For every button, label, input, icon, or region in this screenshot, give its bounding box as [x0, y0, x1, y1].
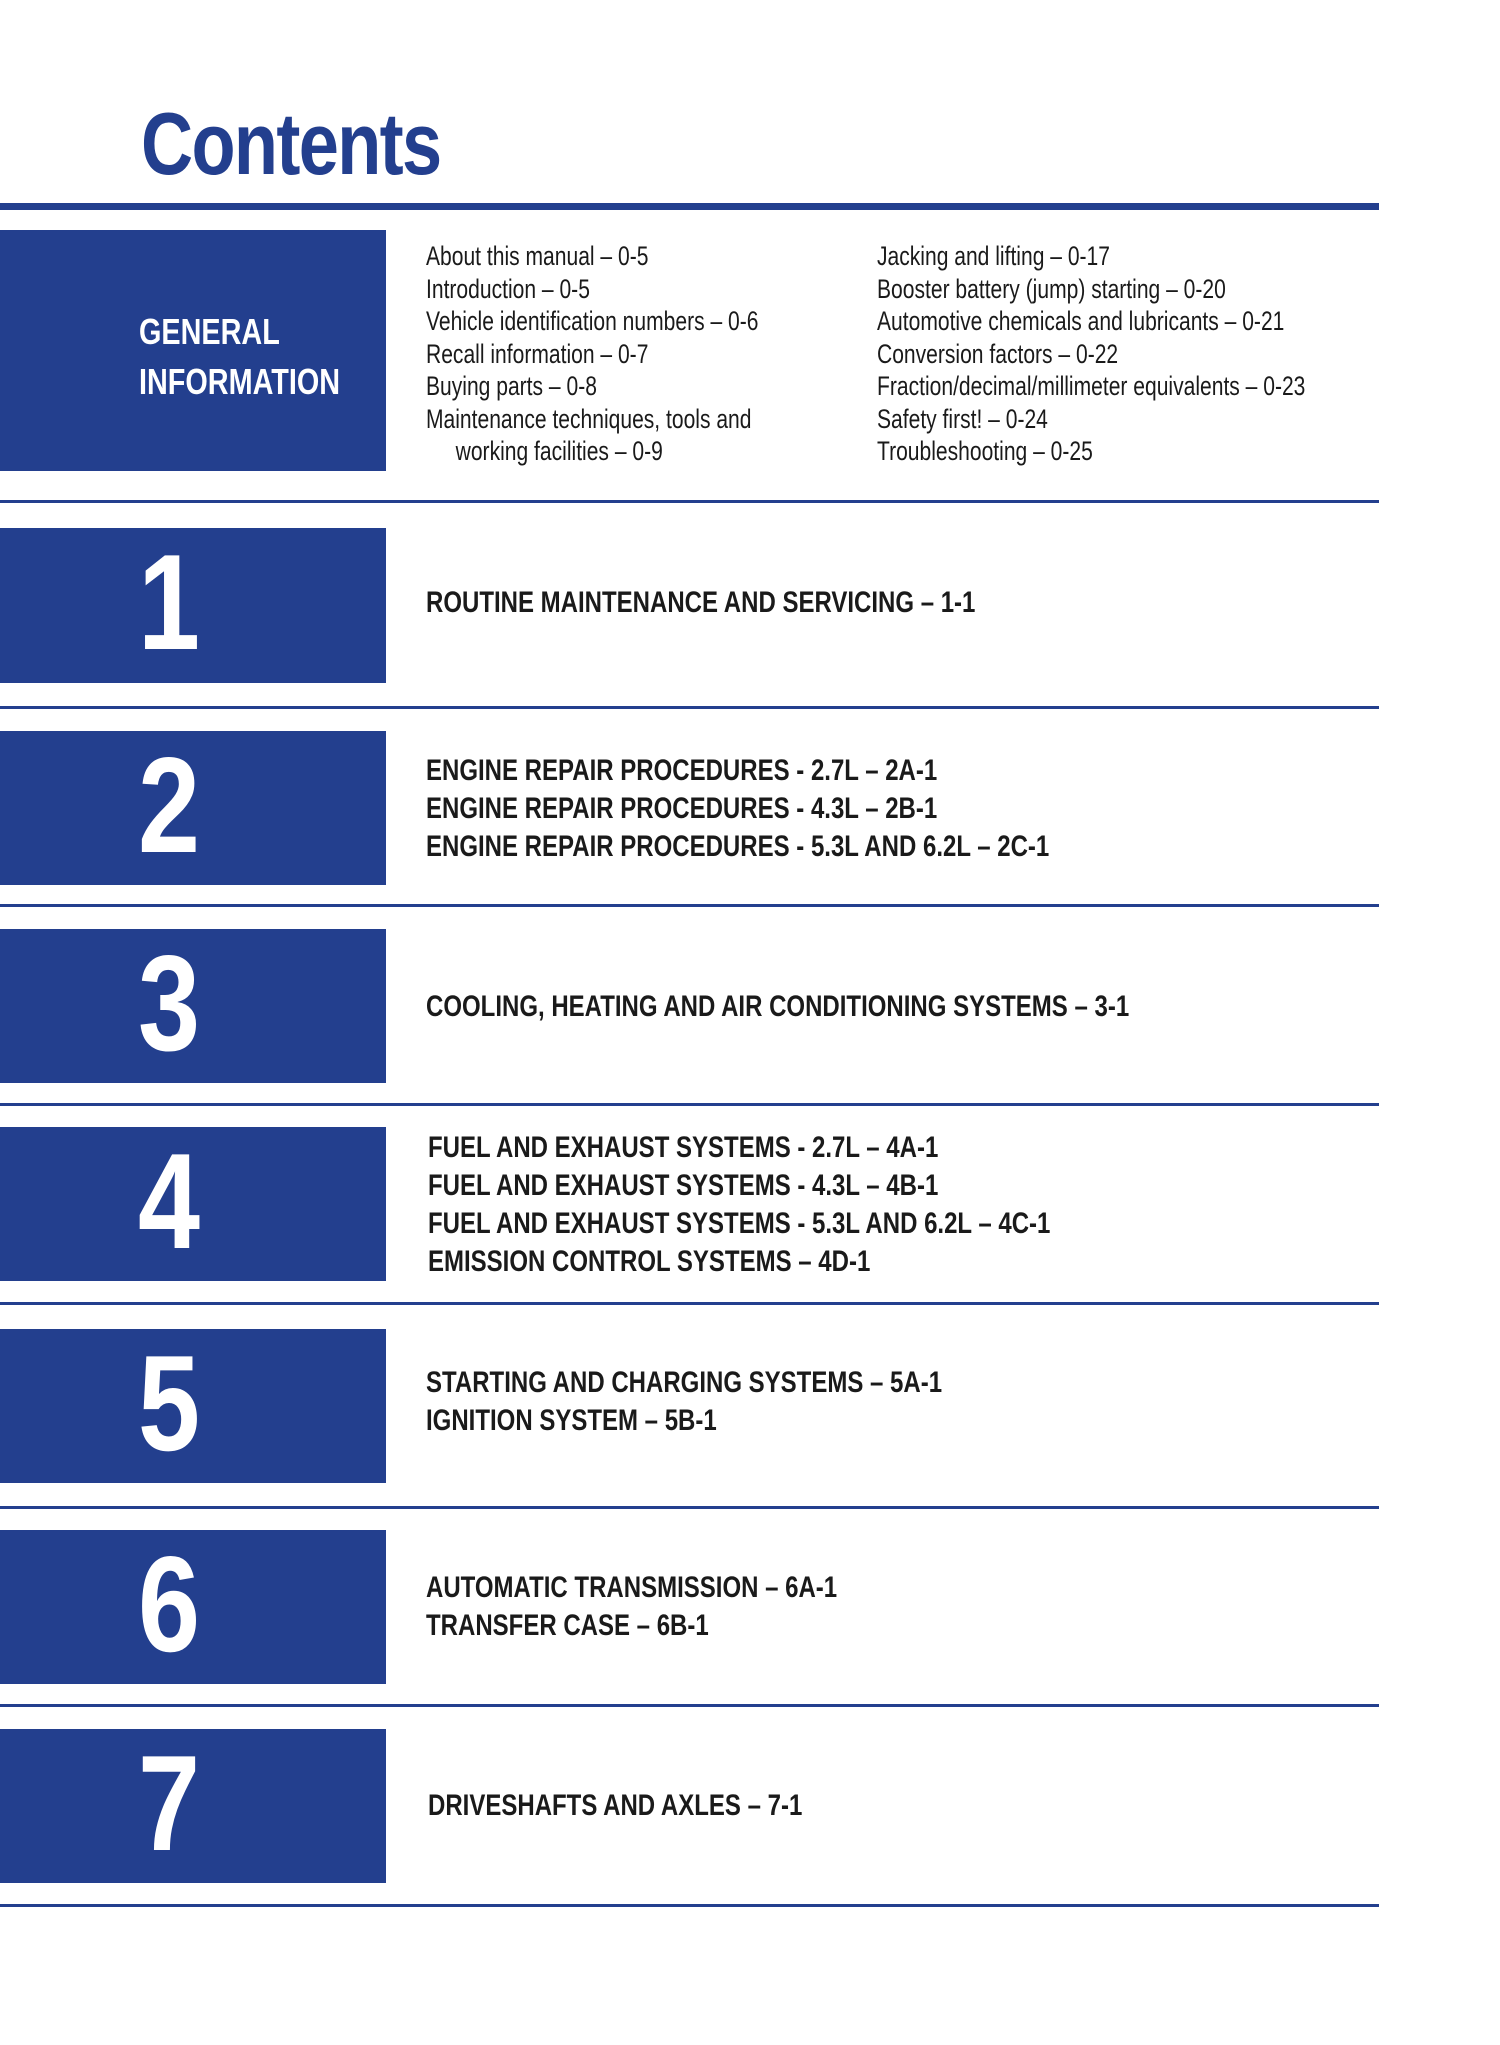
toc-entry[interactable]: Recall information – 0-7: [426, 338, 649, 369]
toc-entry[interactable]: STARTING AND CHARGING SYSTEMS – 5A-1: [426, 1366, 943, 1399]
toc-entry[interactable]: About this manual – 0-5: [426, 241, 649, 271]
toc-entry[interactable]: Vehicle identification numbers – 0-6: [426, 306, 759, 336]
toc-entry[interactable]: Introduction – 0-5: [426, 273, 590, 304]
toc-entry[interactable]: ENGINE REPAIR PROCEDURES - 2.7L – 2A-1: [426, 754, 938, 787]
general-info-right-column: [877, 240, 1305, 468]
chapter-6-tab: [0, 1530, 386, 1684]
toc-entry[interactable]: FUEL AND EXHAUST SYSTEMS - 4.3L – 4B-1: [428, 1169, 939, 1202]
toc-entry[interactable]: ROUTINE MAINTENANCE AND SERVICING – 1-1: [426, 586, 976, 619]
section-divider: [0, 1704, 1379, 1707]
section-divider: [0, 1302, 1379, 1305]
section-divider: [0, 706, 1379, 709]
section-divider: [0, 1904, 1379, 1907]
section-divider: [0, 904, 1379, 907]
chapter-5-tab: [0, 1329, 386, 1483]
toc-entry[interactable]: Maintenance techniques, tools and: [426, 403, 752, 434]
toc-entry[interactable]: Jacking and lifting – 0-17: [877, 241, 1110, 271]
toc-entry[interactable]: COOLING, HEATING AND AIR CONDITIONING SYSTEMS – 3-1: [426, 990, 1130, 1023]
toc-entry[interactable]: TRANSFER CASE – 6B-1: [426, 1609, 709, 1642]
chapter-2-entries: [426, 752, 1049, 866]
general-info-left-column: [426, 240, 758, 468]
toc-entry[interactable]: FUEL AND EXHAUST SYSTEMS - 5.3L AND 6.2L – 4C-1: [428, 1207, 1051, 1240]
toc-entry[interactable]: ENGINE REPAIR PROCEDURES - 5.3L AND 6.2L – 2C-1: [426, 830, 1050, 863]
chapter-3-tab: [0, 929, 386, 1083]
toc-entry[interactable]: ENGINE REPAIR PROCEDURES - 4.3L – 2B-1: [426, 792, 938, 825]
toc-entry[interactable]: Buying parts – 0-8: [426, 371, 597, 401]
chapter-7-entries: [428, 1787, 802, 1825]
general-information-label: GENERAL INFORMATION: [139, 311, 341, 402]
chapter-4-entries: [428, 1129, 1050, 1281]
chapter-number: 1: [138, 526, 201, 678]
chapter-number: 5: [138, 1327, 201, 1479]
toc-entry[interactable]: Booster battery (jump) starting – 0-20: [877, 273, 1226, 304]
title-rule: [0, 203, 1379, 210]
chapter-number: 7: [138, 1727, 201, 1879]
chapter-3-entries: [426, 988, 1129, 1026]
page-title: Contents: [141, 94, 441, 193]
toc-entry[interactable]: AUTOMATIC TRANSMISSION – 6A-1: [426, 1571, 838, 1604]
chapter-number: 3: [138, 927, 201, 1079]
chapter-number: 4: [138, 1125, 201, 1277]
chapter-4-tab: [0, 1127, 386, 1281]
toc-entry[interactable]: DRIVESHAFTS AND AXLES – 7-1: [428, 1789, 803, 1822]
section-divider: [0, 1103, 1379, 1106]
toc-entry-continuation[interactable]: working facilities – 0-9: [455, 436, 663, 466]
chapter-7-tab: [0, 1729, 386, 1883]
toc-entry[interactable]: Conversion factors – 0-22: [877, 338, 1119, 369]
toc-entry[interactable]: IGNITION SYSTEM – 5B-1: [426, 1404, 717, 1437]
toc-entry[interactable]: FUEL AND EXHAUST SYSTEMS - 2.7L – 4A-1: [428, 1131, 939, 1164]
toc-entry[interactable]: EMISSION CONTROL SYSTEMS – 4D-1: [428, 1245, 871, 1278]
section-divider: [0, 1506, 1379, 1509]
chapter-1-entries: [426, 584, 975, 622]
section-divider: [0, 500, 1379, 503]
general-information-tab: [0, 230, 386, 471]
chapter-number: 2: [138, 729, 201, 881]
toc-entry[interactable]: Automotive chemicals and lubricants – 0-21: [877, 306, 1285, 336]
chapter-6-entries: [426, 1569, 837, 1645]
toc-entry[interactable]: Troubleshooting – 0-25: [877, 436, 1093, 466]
chapter-5-entries: [426, 1364, 942, 1440]
toc-entry[interactable]: Safety first! – 0-24: [877, 403, 1048, 434]
chapter-number: 6: [138, 1528, 201, 1680]
chapter-1-tab: [0, 528, 386, 683]
chapter-2-tab: [0, 731, 386, 885]
toc-entry[interactable]: Fraction/decimal/millimeter equivalents – 0-23: [877, 371, 1306, 401]
